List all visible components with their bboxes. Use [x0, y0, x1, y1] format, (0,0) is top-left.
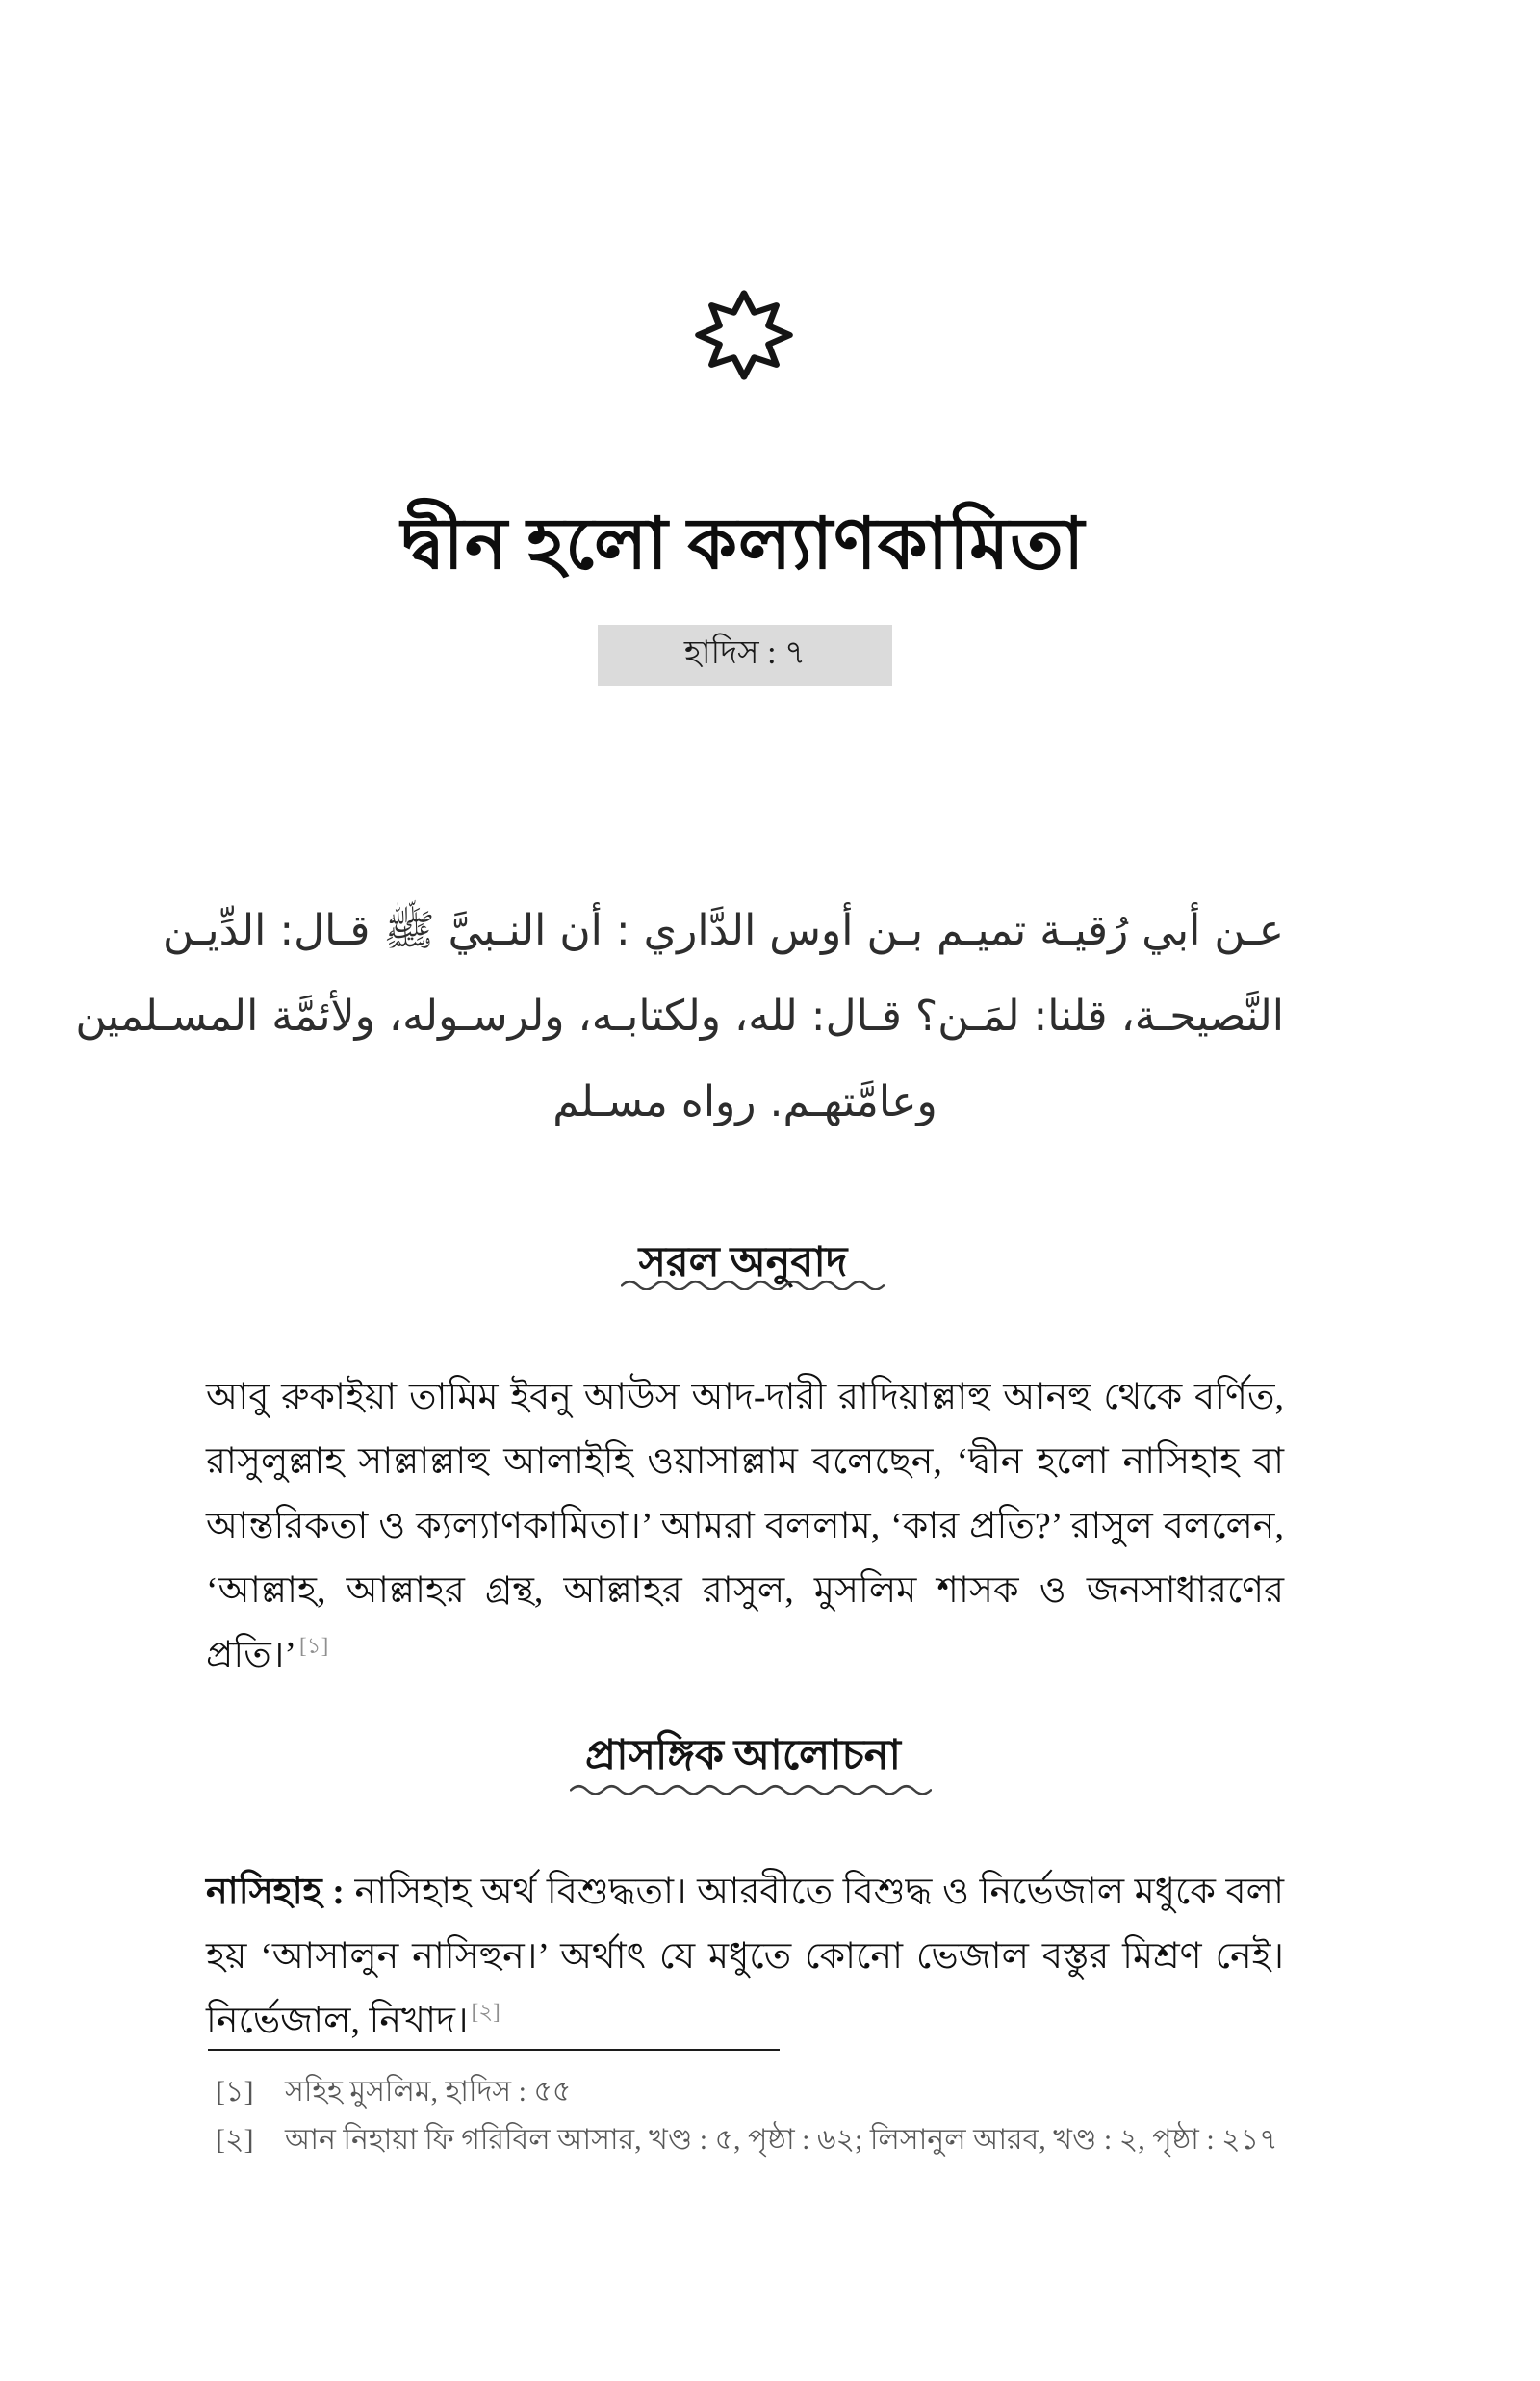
hadith-number-badge	[598, 625, 892, 686]
discussion-paragraph	[206, 1860, 1284, 2054]
footnote-marker: [১]	[216, 2076, 254, 2108]
footnote-text: আন নিহায়া ফি গরিবিল আসার, খণ্ড : ৫, পৃষ্ঠা : ৬২; লিসানুল আরব, খণ্ড : ২, পৃষ্ঠা : ২১৭	[285, 2124, 1278, 2156]
translation-paragraph	[206, 1365, 1284, 1688]
footnote-ref-2: [২]	[471, 2000, 500, 2025]
discussion-heading: প্রাসঙ্গিক আলোচনা	[585, 1732, 901, 1778]
footnotes-block	[206, 2068, 1288, 2164]
footnote-marker: [২]	[216, 2124, 254, 2156]
translation-text: আবু রুকাইয়া তামিম ইবনু আউস আদ-দারী রাদিয়াল্লাহু আনহু থেকে বর্ণিত, রাসুলুল্লাহ সাল্লাল্লাহু আলাইহি ওয়াসাল্লাম বলেছেন, ‘দ্বীন হলো নাসিহাহ বা আন্তরিকতা ও ক্যল্যাণকামিতা।’ আমরা বললাম, ‘কার প্রতি?’ রাসুল বললেন, ‘আল্লাহ, আল্লাহর গ্রন্থ, আল্লাহর রাসুল, মুসলিম শাসক ও জনসাধারণের প্রতি।’	[206, 1377, 1284, 1675]
translation-heading: সরল অনুবাদ	[638, 1239, 848, 1285]
arabic-line-1: عـن أبي رُقيـة تميـم بـن أوس الدَّاري : أن النـبيَّ ﷺ قـال: الدِّيـن	[163, 906, 1284, 955]
hadith-number-label: হাদিস : ৭	[683, 635, 807, 671]
chapter-title: দ্বীন হলো কল্যাণকামিতা	[400, 505, 1086, 584]
arabic-line-2: النَّصيحـة، قلنا: لمَـن؟ قـال: لله، ولكتابـه، ولرسـوله، ولأئمَّة المسـلمين	[75, 992, 1284, 1041]
footnote-separator	[208, 2049, 780, 2051]
arabic-hadith-block	[75, 888, 1284, 1145]
arabic-line-3: وعامَّتهـم. رواه مسـلم	[552, 1077, 937, 1126]
discussion-text: নাসিহাহ অর্থ বিশুদ্ধতা। আরবীতে বিশুদ্ধ ও নির্ভেজাল মধুকে বলা হয় ‘আসালুন নাসিহুন।’ অর্থাৎ যে মধুতে কোনো ভেজাল বস্তুর মিশ্রণ নেই। নির্ভেজাল, নিখাদ।	[206, 1872, 1284, 2041]
flower-ornament-icon	[689, 283, 799, 387]
footnote-row	[206, 2116, 1288, 2164]
wavy-underline	[570, 1781, 932, 1795]
footnote-row	[206, 2068, 1288, 2116]
discussion-lead-term: নাসিহাহ :	[206, 1872, 345, 1912]
wavy-underline	[621, 1277, 885, 1290]
footnote-ref-1: [১]	[299, 1634, 329, 1659]
footnote-text: সহিহ মুসলিম, হাদিস : ৫৫	[285, 2076, 572, 2108]
